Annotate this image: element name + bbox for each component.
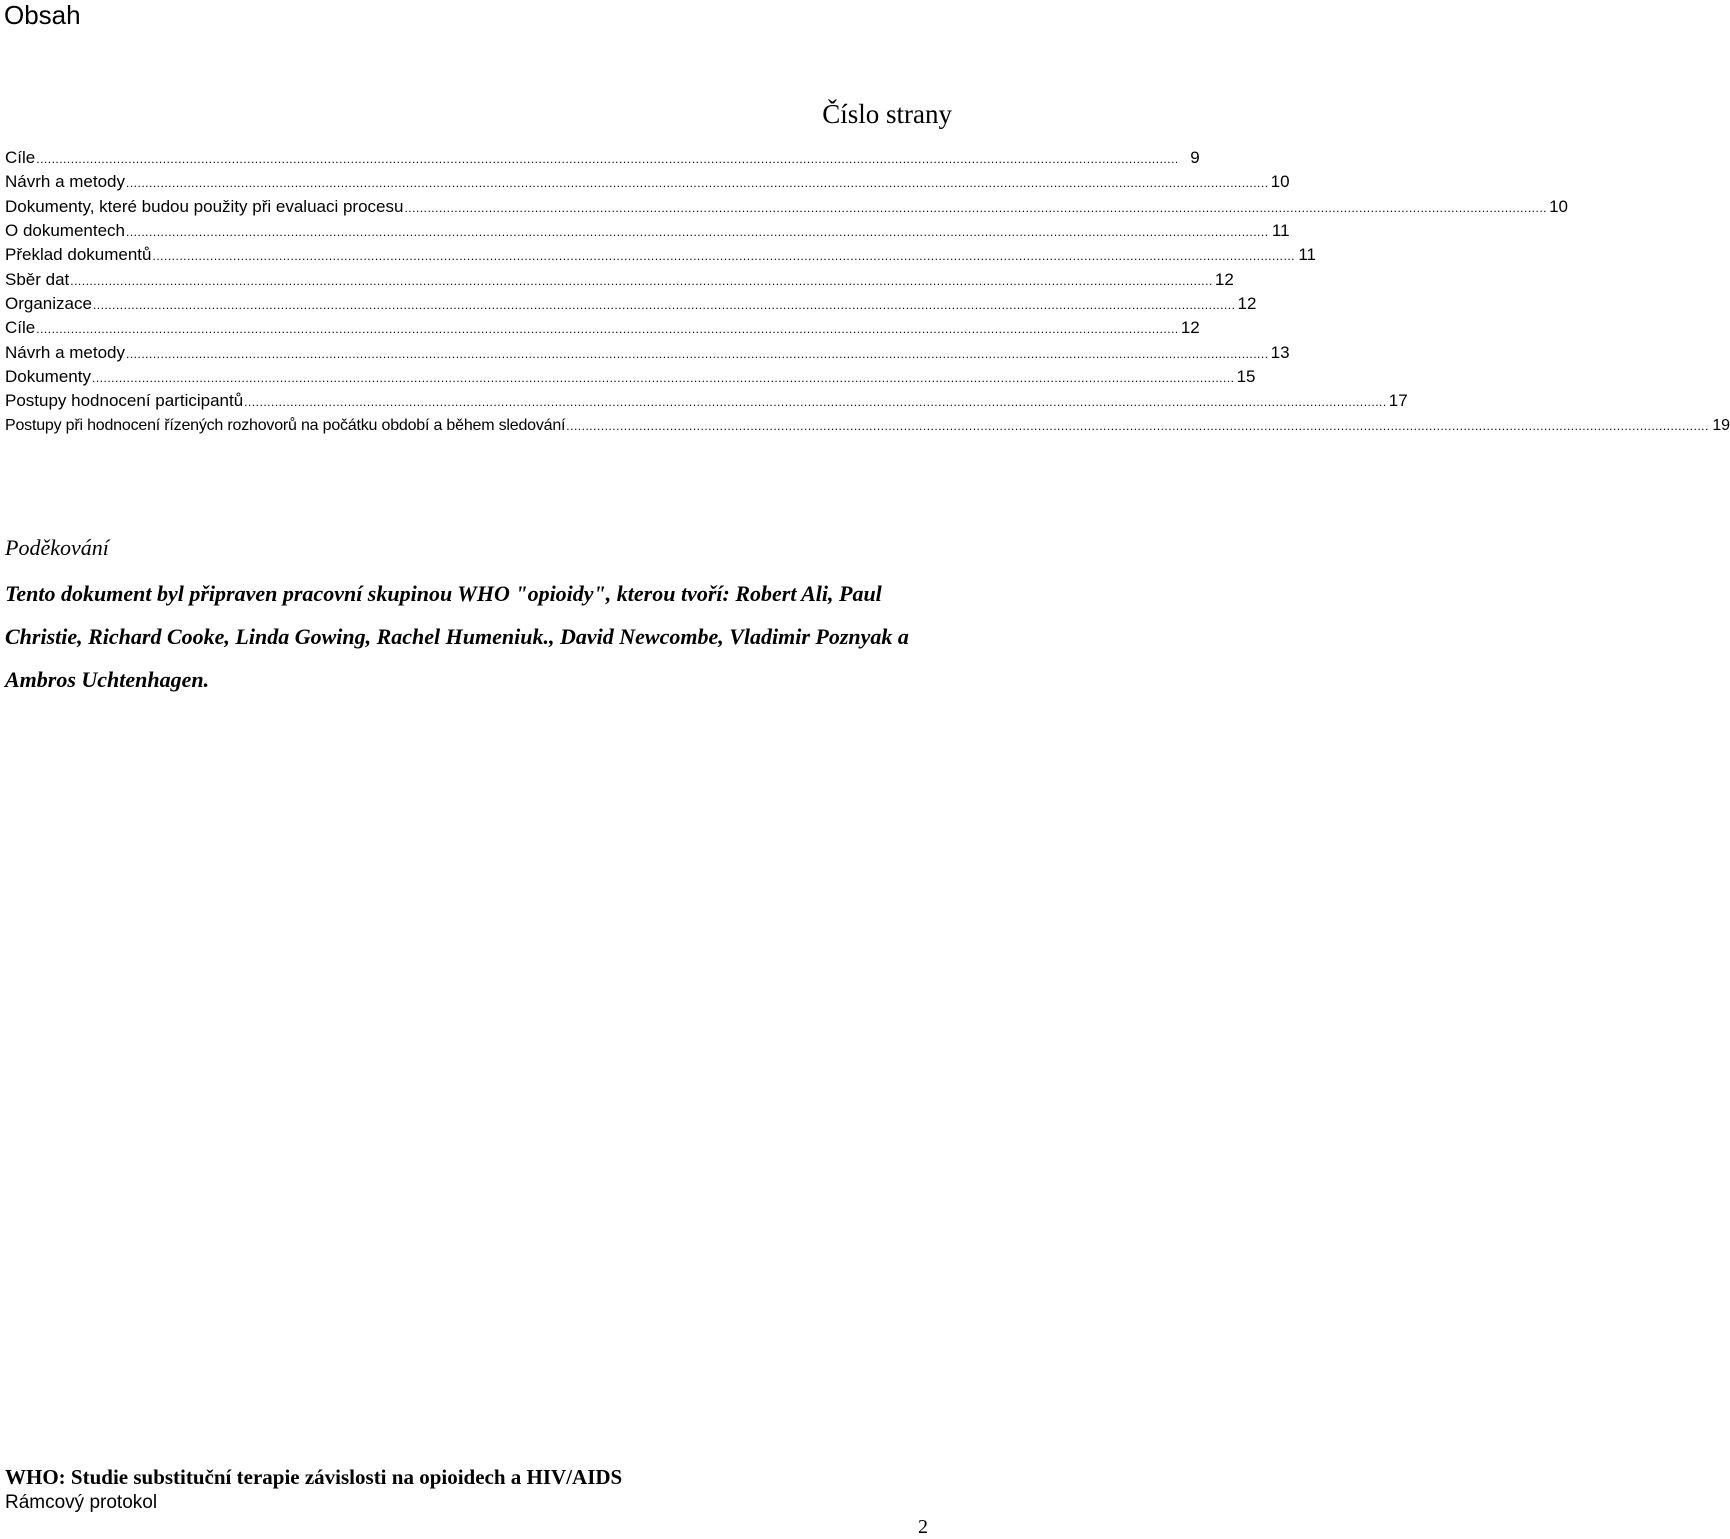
toc-entry[interactable] <box>5 243 1317 267</box>
toc-dot-leader <box>152 244 1295 268</box>
toc-entry[interactable] <box>5 292 1257 316</box>
toc-entry-page: 15 <box>1236 366 1256 386</box>
toc-entry-title: Cíle <box>5 148 36 167</box>
toc-entry-title: Dokumenty <box>5 366 91 386</box>
toc-entry-page: 10 <box>1549 196 1568 216</box>
toc-entry[interactable] <box>5 195 1568 219</box>
footer-document-subtitle: Rámcový protokol <box>5 1492 158 1513</box>
toc-dot-leader <box>70 269 1213 293</box>
toc-entry-title: Návrh a metody <box>5 172 125 192</box>
toc-entry-title: Postupy při hodnocení řízených rozhovorů na počátku období a během sledování <box>5 416 566 434</box>
toc-entry-title: Postupy hodnocení participantů <box>5 391 244 411</box>
toc-entry[interactable] <box>5 414 1730 438</box>
toc-entry-page: 12 <box>1214 269 1234 289</box>
toc-entry-title: Dokumenty, které budou použity při evaluaci procesu <box>5 196 404 216</box>
toc-entry-title: Překlad dokumentů <box>5 245 152 265</box>
toc-entry-title: O dokumentech <box>5 220 126 240</box>
toc-dot-leader <box>92 366 1235 390</box>
toc-entry-page: 11 <box>1271 220 1290 240</box>
toc-dot-leader <box>93 293 1236 317</box>
toc-entry[interactable] <box>5 341 1290 365</box>
table-of-contents <box>5 146 1730 438</box>
toc-entry-title: Cíle <box>5 318 36 338</box>
acknowledgement-text: Tento dokument byl připraven pracovní skupinou WHO "opioidy", kterou tvoří: Robert Ali, Paul Christie, Richard Cooke, Linda Gowing, Rachel Humeniuk., David Newcombe, Vladimir Poznyak a Ambros Uchtenhagen. <box>5 581 909 692</box>
toc-dot-leader <box>36 147 1179 171</box>
page-number-column-label: Číslo strany <box>822 99 952 129</box>
toc-entry[interactable] <box>5 268 1234 292</box>
toc-dot-leader <box>566 414 1709 438</box>
toc-entry-title: Organizace <box>5 293 92 313</box>
toc-entry-title: Sběr dat <box>5 269 70 289</box>
toc-entry-page: 9 <box>1190 148 1200 167</box>
toc-entry[interactable] <box>5 389 1408 413</box>
toc-entry[interactable] <box>5 316 1200 340</box>
toc-entry-page: 17 <box>1388 391 1408 411</box>
page-number: 2 <box>918 1516 928 1538</box>
toc-entry[interactable] <box>5 219 1290 243</box>
toc-dot-leader <box>404 196 1547 220</box>
toc-dot-leader <box>126 171 1269 195</box>
toc-entry-page: 12 <box>1237 293 1257 313</box>
acknowledgement-title: Poděkování <box>5 535 109 560</box>
toc-entry[interactable] <box>5 365 1256 389</box>
toc-entry-page: 11 <box>1298 245 1317 265</box>
footer-document-title: WHO: Studie substituční terapie závislosti na opioidech a HIV/AIDS <box>5 1465 623 1489</box>
toc-entry-page: 10 <box>1270 172 1290 192</box>
toc-entry-page: 12 <box>1180 318 1200 338</box>
toc-dot-leader <box>126 342 1269 366</box>
toc-dot-leader <box>244 390 1387 414</box>
toc-entry-title: Návrh a metody <box>5 342 125 362</box>
toc-dot-leader <box>126 220 1269 244</box>
page-heading: Obsah <box>4 0 81 30</box>
toc-dot-leader <box>36 317 1179 341</box>
toc-entry[interactable] <box>5 146 1200 170</box>
toc-entry-page: 19 <box>1712 416 1730 434</box>
toc-entry-page: 13 <box>1270 342 1290 362</box>
toc-entry[interactable] <box>5 170 1290 194</box>
